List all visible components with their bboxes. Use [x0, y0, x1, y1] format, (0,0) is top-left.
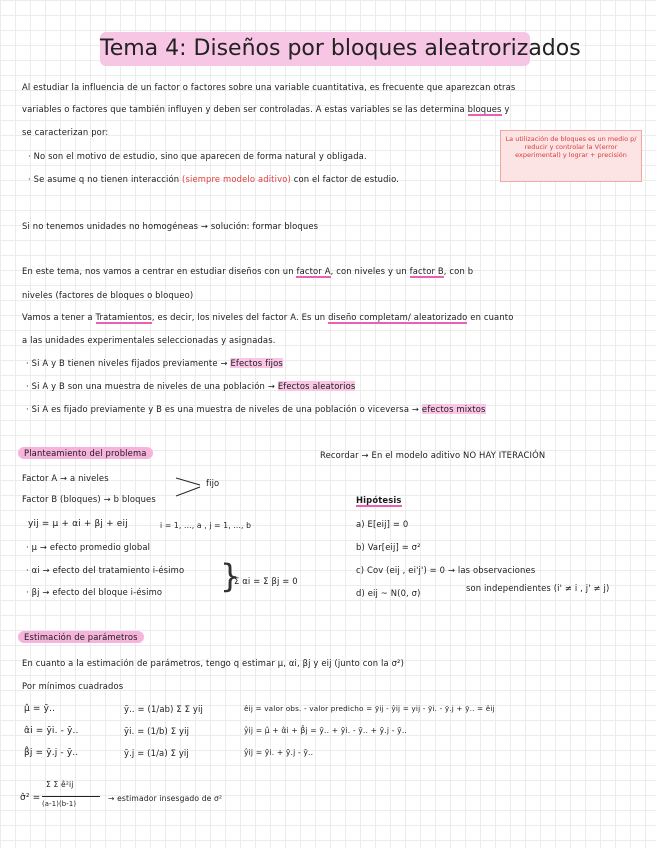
planteamiento-heading — [18, 448, 153, 458]
factor-a-term: factor A — [296, 266, 331, 276]
tema-line-1b: , con niveles y un — [330, 266, 410, 276]
fraction-bar — [42, 796, 100, 797]
tratamientos-term: Tratamientos — [95, 312, 152, 322]
mu-line: · μ → efecto promedio global — [26, 542, 151, 552]
tema-line-3a: Vamos a tener a — [22, 312, 96, 322]
sigma-numerator: Σ Σ ê²ij — [46, 780, 74, 789]
e-hat: êij = valor obs. - valor predicho = ȳij - ŷij = yij - ȳi. - ȳ.j + ȳ.. = êij — [244, 704, 495, 713]
beta-line: · βj → efecto del bloque i-ésimo — [26, 587, 163, 597]
page-title: Tema 4: Diseños por bloques aleatrorizados — [100, 32, 530, 66]
beta-hat: β̂j = ȳ.j - ȳ.. — [24, 748, 79, 758]
planteamiento-heading-label: Planteamiento del problema — [18, 447, 153, 459]
hipotesis-b: b) Var[eij] = σ² — [356, 542, 421, 552]
no-homogeneas-line: Si no tenemos unidades no homogéneas → solución: formar bloques — [22, 221, 319, 231]
factor-b-term: factor B — [409, 266, 444, 276]
side-note: La utilización de bloques es un medio p/ reducir y controlar la V(error experimental) y lograr + precisión — [500, 130, 642, 182]
sigma-denominator: (a-1)(b-1) — [42, 800, 77, 808]
y-hat-2: ŷij = ȳi. + ȳ.j - ȳ.. — [244, 748, 314, 757]
intro-bullet-2a: · Se asume q no tienen interacción — [28, 174, 183, 184]
bloques-term: bloques — [467, 104, 502, 114]
estimacion-line-1: En cuanto a la estimación de parámetros, tengo q estimar μ, αi, βj y eij (junto con la σ²) — [22, 658, 404, 668]
efectos-fijos-line — [26, 358, 283, 368]
intro-line-2c: y — [501, 104, 510, 114]
y-hat: ŷij = μ̂ + α̂i + β̂j = ȳ.. + ȳi. - ȳ.. + ȳ.j - ȳ.. — [244, 726, 407, 735]
intro-line-3: se caracterizan por: — [22, 127, 109, 137]
intro-bullet-2c: con el factor de estudio. — [290, 174, 400, 184]
ybar-j: ȳ.j = (1/a) Σ yij — [124, 748, 189, 758]
aditivo-note: (siempre modelo aditivo) — [182, 174, 291, 184]
sigma-note: → estimador insesgado de σ² — [108, 794, 223, 803]
efectos-fijos-term: Efectos fijos — [230, 358, 283, 368]
alpha-line: · αi → efecto del tratamiento i-ésimo — [26, 565, 185, 575]
tema-line-3b: , es decir, los niveles del factor A. Es un — [151, 312, 329, 322]
model-equation: yij = μ + αi + βj + eij — [28, 519, 128, 529]
intro-line-2 — [22, 104, 509, 114]
efectos-aleatorios-term: Efectos aleatorios — [277, 381, 356, 391]
hipotesis-a: a) E[eij] = 0 — [356, 519, 409, 529]
tema-line-1a: En este tema, nos vamos a centrar en estudiar diseños con un — [22, 266, 297, 276]
intro-bullet-1: · No son el motivo de estudio, sino que aparecen de forma natural y obligada. — [28, 151, 367, 161]
efectos-mixtos-line — [26, 404, 486, 414]
intro-line-2a: variables o factores que también influyen y deben ser controladas. A estas variables se las determina — [22, 104, 468, 114]
tema-line-2: niveles (factores de bloques o bloqueo) — [22, 290, 194, 300]
estimacion-heading — [18, 632, 144, 642]
factor-a-line: Factor A → a niveles — [22, 473, 109, 483]
tema-line-1 — [22, 266, 473, 276]
tema-line-4: a las unidades experimentales seleccionadas y asignadas. — [22, 335, 276, 345]
ybar-global: ȳ.. = (1/ab) Σ Σ yij — [124, 704, 203, 714]
intro-bullet-2 — [28, 174, 399, 184]
efectos-aleatorios-line — [26, 381, 355, 391]
hipotesis-c-2: son independientes (i' ≠ i , j' ≠ j) — [466, 583, 610, 593]
sum-constraint: Σ αi = Σ βj = 0 — [234, 576, 298, 586]
efectos-fijos-pre: · Si A y B tienen niveles fijados previamente → — [26, 358, 231, 368]
recordar-note: Recordar → En el modelo aditivo NO HAY ITERACIÓN — [320, 450, 546, 460]
fijo-label: fijo — [206, 478, 220, 488]
model-indices: i = 1, ..., a , j = 1, ..., b — [160, 521, 252, 530]
efectos-mixtos-pre: · Si A es fijado previamente y B es una muestra de niveles de una población o viceversa → — [26, 404, 422, 414]
factor-b-line: Factor B (bloques) → b bloques — [22, 494, 156, 504]
diseno-term: diseño completam/ aleatorizado — [328, 312, 468, 322]
tema-line-3 — [22, 312, 514, 322]
estimacion-heading-label: Estimación de parámetros — [18, 631, 144, 643]
tema-line-3c: en cuanto — [467, 312, 514, 322]
ybar-i: ȳi. = (1/b) Σ yij — [124, 726, 190, 736]
minimos-cuadrados: Por mínimos cuadrados — [22, 681, 124, 691]
sigma-lhs: σ̂² = — [20, 793, 41, 803]
alpha-hat: α̂i = ȳi. - ȳ.. — [24, 726, 79, 736]
hipotesis-c: c) Cov (eij , ei'j') = 0 → las observaciones — [356, 565, 536, 575]
hipotesis-d: d) eij ~ N(0, σ) — [356, 588, 421, 598]
mu-hat: μ̂ = ȳ.. — [24, 704, 56, 714]
right-brace: } — [220, 557, 241, 595]
efectos-aleatorios-pre: · Si A y B son una muestra de niveles de una población → — [26, 381, 278, 391]
efectos-mixtos-term: efectos mixtos — [421, 404, 486, 414]
hipotesis-heading: Hipótesis — [356, 495, 402, 505]
intro-line-1: Al estudiar la influencia de un factor o factores sobre una variable cuantitativa, es frecuente que aparezcan otras — [22, 82, 516, 92]
tema-line-1c: , con b — [443, 266, 474, 276]
